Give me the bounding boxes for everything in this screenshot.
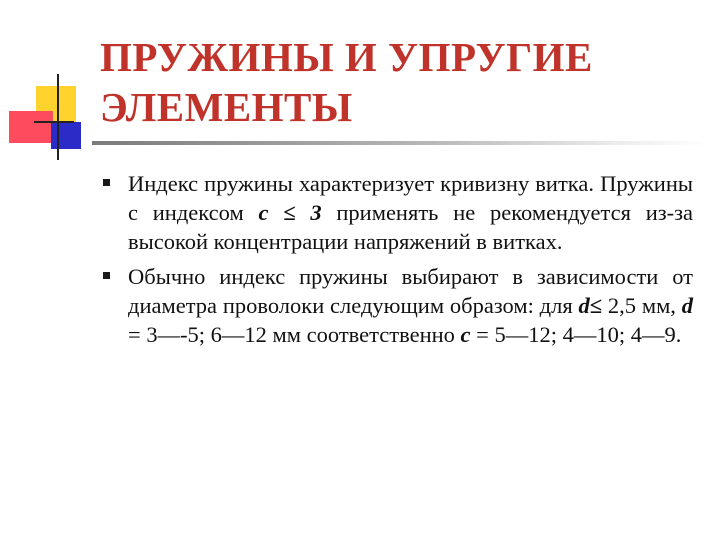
logo-vertical-line bbox=[57, 74, 59, 160]
bullet-text-1 bbox=[128, 169, 693, 256]
bullet-item-2 bbox=[103, 262, 693, 349]
bullet-text-2 bbox=[128, 262, 693, 349]
logo-red-square bbox=[9, 111, 53, 143]
bullet-1-relation: ≤ 3 bbox=[268, 200, 322, 225]
title-underline-rule bbox=[92, 141, 710, 145]
bullet-list bbox=[103, 169, 693, 349]
bullet-2-text-a: Обычно индекс пружины выбирают в зависимости от диаметра проволоки следующим образом: для bbox=[128, 264, 693, 318]
bullet-item-1 bbox=[103, 169, 693, 256]
bullet-2-var-d2: d bbox=[681, 293, 693, 318]
bullet-2-var-c: с bbox=[460, 322, 471, 347]
bullet-2-relation: ≤ bbox=[589, 293, 603, 318]
bullet-1-var-c: с bbox=[258, 200, 269, 225]
bullet-1-text-b: применять не рекомендуется из-за высокой концентрации напряжений в витках. bbox=[128, 200, 693, 254]
bullet-2-text-c: = 3—-5; 6—12 мм соответственно bbox=[128, 322, 461, 347]
logo-horizontal-line bbox=[34, 121, 74, 123]
slide-title-line-2: ЭЛЕМЕНТЫ bbox=[100, 84, 353, 130]
slide-title-line-1: ПРУЖИНЫ И УПРУГИЕ bbox=[100, 34, 593, 80]
square-bullet-icon bbox=[103, 272, 110, 279]
bullet-1-text-a: Индекс пружины характеризует кривизну витка. Пружины с индексом bbox=[128, 171, 693, 225]
bullet-2-text-d: = 5—12; 4—10; 4—9. bbox=[470, 322, 682, 347]
square-bullet-icon bbox=[103, 179, 110, 186]
bullet-2-text-b: 2,5 мм, bbox=[602, 293, 682, 318]
logo-blue-square bbox=[51, 122, 81, 149]
slide-title bbox=[100, 32, 700, 132]
bullet-2-var-d1: d bbox=[578, 293, 590, 318]
